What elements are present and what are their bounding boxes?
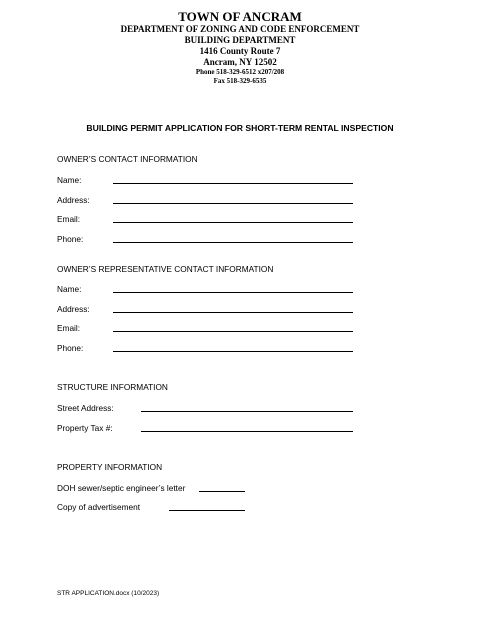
phone-number: Phone 518-329-6512 x207/208 xyxy=(195,68,285,76)
city-state-zip: Ancram, NY 12502 xyxy=(203,57,277,67)
property-tax-field[interactable] xyxy=(141,431,353,432)
fax-number: Fax 518-329-6535 xyxy=(213,77,267,85)
owner-phone-label: Phone: xyxy=(57,234,84,244)
owner-section-heading: OWNER’S CONTACT INFORMATION xyxy=(57,154,198,164)
owner-email-field[interactable] xyxy=(113,222,353,223)
property-tax-label: Property Tax #: xyxy=(57,423,113,433)
property-section-heading: PROPERTY INFORMATION xyxy=(57,462,163,472)
advertisement-label: Copy of advertisement xyxy=(57,502,141,512)
letterhead xyxy=(0,6,480,86)
street-address: 1416 County Route 7 xyxy=(199,46,281,56)
advertisement-field[interactable] xyxy=(169,510,245,511)
owner-address-label: Address: xyxy=(57,195,90,205)
rep-email-field[interactable] xyxy=(113,331,353,332)
street-address-label: Street Address: xyxy=(57,403,114,413)
rep-address-label: Address: xyxy=(57,304,90,314)
owner-name-label: Name: xyxy=(57,175,82,185)
form-title: BUILDING PERMIT APPLICATION FOR SHORT-TERM RENTAL INSPECTION xyxy=(86,123,394,133)
doh-letter-field[interactable] xyxy=(199,491,245,492)
rep-address-field[interactable] xyxy=(113,312,353,313)
document-footer: STR APPLICATION.docx (10/2023) xyxy=(57,590,160,597)
owner-name-field[interactable] xyxy=(113,183,353,184)
structure-section-heading: STRUCTURE INFORMATION xyxy=(57,382,168,392)
doh-letter-label: DOH sewer/septic engineer’s letter xyxy=(57,483,186,493)
owner-email-label: Email: xyxy=(57,214,81,224)
building-department: BUILDING DEPARTMENT xyxy=(184,35,296,45)
street-address-field[interactable] xyxy=(141,411,353,412)
town-name: TOWN OF ANCRAM xyxy=(178,9,302,24)
rep-email-label: Email: xyxy=(57,323,81,333)
department-name: DEPARTMENT OF ZONING AND CODE ENFORCEMENT xyxy=(120,24,360,34)
owner-address-field[interactable] xyxy=(113,203,353,204)
representative-section-heading: OWNER’S REPRESENTATIVE CONTACT INFORMATION xyxy=(57,264,274,274)
rep-phone-label: Phone: xyxy=(57,343,84,353)
rep-phone-field[interactable] xyxy=(113,351,353,352)
owner-phone-field[interactable] xyxy=(113,242,353,243)
rep-name-label: Name: xyxy=(57,284,82,294)
rep-name-field[interactable] xyxy=(113,292,353,293)
